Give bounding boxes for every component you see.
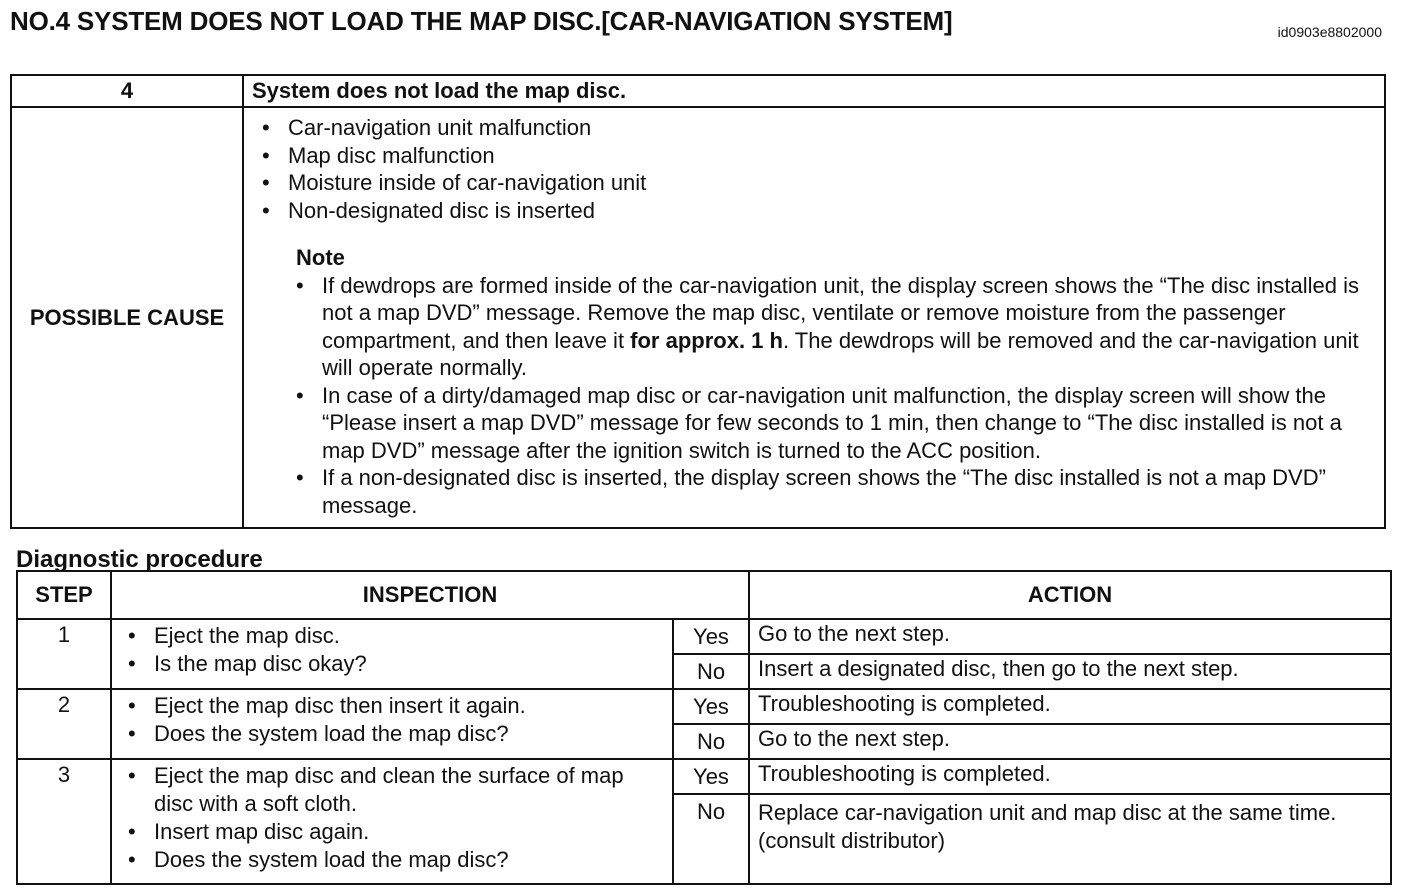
yes-label: Yes — [673, 619, 749, 654]
step-number: 2 — [17, 689, 111, 759]
inspection-cell — [111, 759, 673, 884]
inspection-item: • Does the system load the map disc? — [124, 720, 664, 748]
note-emphasis: for approx. 1 h — [630, 327, 783, 353]
yes-action: Go to the next step. — [749, 619, 1391, 654]
action-header: ACTION — [749, 571, 1391, 619]
note-item: • If a non-designated disc is inserted, the display screen shows the “The disc installed is not a map DVD” message. — [296, 464, 1376, 519]
yes-label: Yes — [673, 689, 749, 724]
step-number: 1 — [17, 619, 111, 689]
inspection-header: INSPECTION — [111, 571, 749, 619]
inspection-item: • Eject the map disc and clean the surface of map disc with a soft cloth. — [124, 762, 664, 818]
note-text: If dewdrops are formed inside of the car-navigation unit, the display screen shows the “The disc installed is not a map DVD” message. Remove the map disc, ventilate or remove moisture from the passenger compartment, and then leave it — [322, 272, 1359, 353]
diagnostic-table — [16, 570, 1392, 885]
no-label: No — [673, 654, 749, 689]
yes-action: Troubleshooting is completed. — [749, 759, 1391, 794]
inspection-item: • Eject the map disc. — [124, 622, 664, 650]
inspection-item: • Eject the map disc then insert it again. — [124, 692, 664, 720]
diagnostic-header-row — [17, 571, 1391, 619]
possible-cause-body — [243, 107, 1385, 528]
note-title: Note — [296, 245, 345, 270]
cause-item: • Moisture inside of car-navigation unit — [262, 169, 1376, 197]
inspection-item: • Does the system load the map disc? — [124, 846, 664, 874]
note-item: • In case of a dirty/damaged map disc or car-navigation unit malfunction, the display screen will show the “Please insert a map DVD” message for few seconds to 1 min, then change to “The disc installed is not a map DVD” message after the ignition switch is turned to the ACC position. — [296, 382, 1376, 465]
cause-item: • Car-navigation unit malfunction — [262, 114, 1376, 142]
no-label: No — [673, 794, 749, 884]
inspection-cell — [111, 619, 673, 689]
cause-item: • Map disc malfunction — [262, 142, 1376, 170]
inspection-cell — [111, 689, 673, 759]
page-title: NO.4 SYSTEM DOES NOT LOAD THE MAP DISC.[CAR-NAVIGATION SYSTEM] — [10, 6, 953, 36]
yes-label: Yes — [673, 759, 749, 794]
table-row — [17, 689, 1391, 724]
note-text: . The dewdrops will be removed and the car-navigation unit will operate normally. — [322, 327, 1359, 380]
cause-list — [262, 114, 1376, 224]
possible-cause-label: POSSIBLE CAUSE — [11, 107, 243, 528]
document-id: id0903e8802000 — [1277, 24, 1382, 40]
inspection-item: • Insert map disc again. — [124, 818, 664, 846]
step-number: 3 — [17, 759, 111, 884]
note-item — [296, 272, 1376, 382]
no-action: Insert a designated disc, then go to the next step. — [749, 654, 1391, 689]
no-label: No — [673, 724, 749, 759]
cause-item: • Non-designated disc is inserted — [262, 197, 1376, 225]
diagnostic-procedure-title: Diagnostic procedure — [16, 546, 263, 573]
symptom-number: 4 — [11, 75, 243, 107]
no-action: Replace car-navigation unit and map disc at the same time. (consult distributor) — [749, 794, 1391, 884]
note-list — [262, 272, 1376, 520]
table-row — [17, 759, 1391, 794]
inspection-item: • Is the map disc okay? — [124, 650, 664, 678]
step-header: STEP — [17, 571, 111, 619]
no-action: Go to the next step. — [749, 724, 1391, 759]
possible-cause-table — [10, 74, 1386, 529]
symptom-title: System does not load the map disc. — [243, 75, 1385, 107]
table-row — [17, 619, 1391, 654]
yes-action: Troubleshooting is completed. — [749, 689, 1391, 724]
